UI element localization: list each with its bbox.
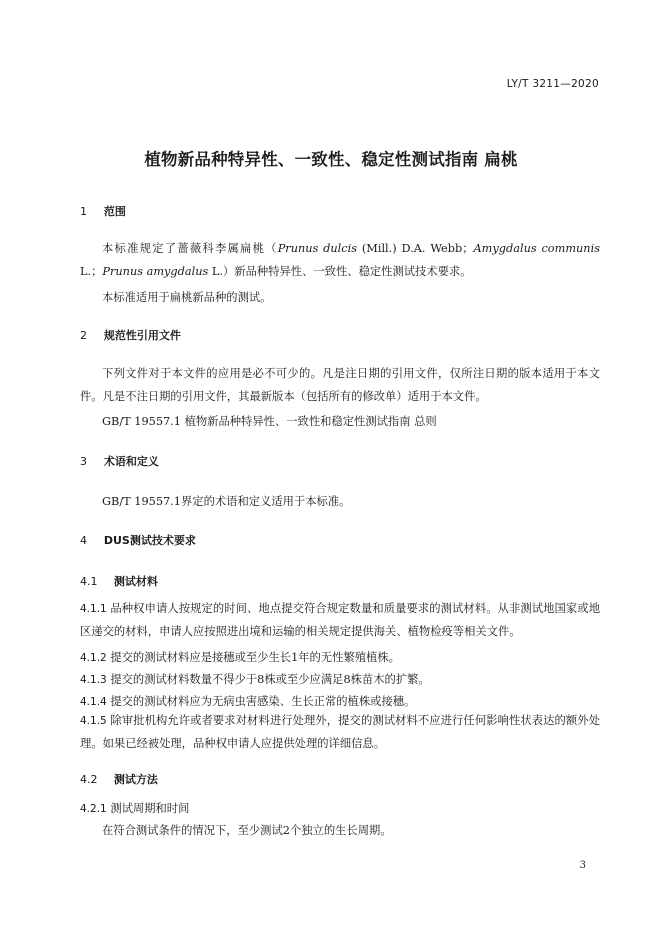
normative-reference: GB/T 19557.1 植物新品种特异性、一致性和稳定性测试指南 总则: [102, 415, 437, 428]
section-3-heading: 3 术语和定义: [80, 455, 159, 468]
section-number: 1: [80, 205, 87, 218]
page-number: 3: [579, 860, 586, 871]
section-1-paragraph-2: 本标准适用于扁桃新品种的测试。: [102, 291, 272, 304]
section-1-heading: [80, 203, 126, 219]
document-title: 植物新品种特异性、一致性、稳定性测试指南 扁桃: [144, 150, 518, 169]
section-4-2-heading: 4.2 测试方法: [80, 773, 158, 786]
section-4-1-heading: 4.1 测试材料: [80, 575, 158, 588]
clause-4-1-4: 4.1.4 提交的测试材料应为无病虫害感染、生长正常的植株或接穗。: [80, 695, 416, 708]
clause-4-2-1-heading: 4.2.1 测试周期和时间: [80, 802, 190, 815]
clause-4-1-3: 4.1.3 提交的测试材料数量不得少于8株或至少应满足8株苗木的扩繁。: [80, 673, 430, 686]
clause-4-1-5: 4.1.5 除审批机构允许或者要求对材料进行处理外，提交的测试材料不应进行任何影响性状表达的额外处理。如果已经被处理，品种权申请人应提供处理的详细信息。: [80, 714, 600, 750]
section-4-heading: 4 DUS测试技术要求: [80, 534, 196, 547]
section-2-heading: 2 规范性引用文件: [80, 329, 181, 342]
section-3-paragraph-1: GB/T 19557.1界定的术语和定义适用于本标准。: [102, 495, 351, 508]
section-title: 范围: [103, 205, 126, 218]
standard-code: LY/T 3211—2020: [506, 78, 599, 90]
section-2-paragraph-1: 下列文件对于本文件的应用是必不可少的。凡是注日期的引用文件，仅所注日期的版本适用于本文件。凡是不注日期的引用文件，其最新版本（包括所有的修改单）适用于本文件。: [80, 367, 600, 403]
section-1-paragraph-1: 本标准规定了蔷薇科李属扁桃（Prunus dulcis (Mill.) D.A. Webb；Amygdalus communis L.；Prunus amygdalus L.）新品种特异性、一致性、稳定性测试技术要求。: [80, 242, 600, 278]
clause-4-1-1: 4.1.1 品种权申请人按规定的时间、地点提交符合规定数量和质量要求的测试材料。从非测试地国家或地区递交的材料，申请人应按照进出境和运输的相关规定提供海关、植物检疫等相关文件。: [80, 602, 600, 638]
clause-4-1-2: 4.1.2 提交的测试材料应是接穗或至少生长1年的无性繁殖植株。: [80, 651, 400, 664]
clause-4-2-1-text: 在符合测试条件的情况下，至少测试2个独立的生长周期。: [102, 824, 392, 837]
